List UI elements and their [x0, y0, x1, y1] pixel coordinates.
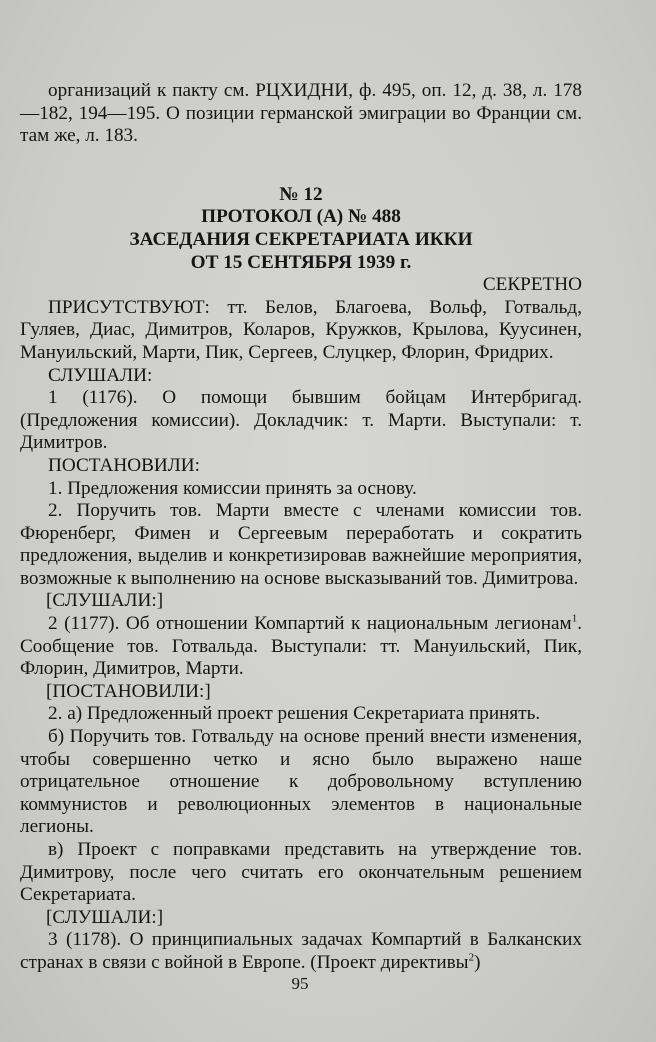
document-number: № 12	[279, 183, 323, 205]
heard-heading-2: [СЛУШАЛИ:]	[46, 590, 164, 612]
resolved-item-2-b: б) Поручить тов. Готвальду на основе прений внести изменения, чтобы совершенно четко и ясно было выражено наше отрицательное отношение к добровольному вступлению коммунистов и революционных элементов в национальные легионы.	[20, 726, 582, 838]
title-line-3: ОТ 15 СЕНТЯБРЯ 1939 г.	[190, 251, 412, 273]
heard-item-2-text-b: . Сообщение тов. Готвальда. Выступали: тт. Мануильский, Пик, Флорин, Димитров, Марти.	[20, 613, 582, 680]
heard-item-2	[20, 613, 582, 681]
resolved-heading-1: ПОСТАНОВИЛИ:	[48, 454, 200, 476]
resolved-item-2-c: в) Проект с поправками представить на утверждение тов. Димитрову, после чего считать его окончательным решением Секретариата.	[20, 839, 582, 906]
heard-item-3	[20, 929, 582, 974]
resolved-item-1-2: 2. Поручить тов. Марти вместе с членами комиссии тов. Фюренберг, Фимен и Сергеевым переработать и сократить предложения, выделив и конкретизировав важнейшие мероприятия, возможные к выполнению на основе высказываний тов. Димитрова.	[20, 500, 582, 589]
footnote-ref-1: 1	[571, 612, 578, 625]
heard-heading-1: СЛУШАЛИ:	[48, 364, 153, 386]
heard-item-3-text-b: )	[474, 951, 481, 973]
present-list: ПРИСУТСТВУЮТ: тт. Белов, Благоева, Вольф, Готвальд, Гуляев, Диас, Димитров, Коларов, Кружков, Крылова, Куусинен, Мануильский, Марти, Пик, Сергеев, Слуцкер, Флорин, Фридрих.	[20, 296, 582, 363]
resolved-heading-2: [ПОСТАНОВИЛИ:]	[46, 680, 211, 702]
page-number: 95	[291, 974, 309, 993]
continuation-paragraph: организаций к пакту см. РЦХИДНИ, ф. 495, оп. 12, д. 38, л. 178—182, 194—195. О позиции германской эмиграции во Франции см. там же, л. 183.	[20, 80, 582, 147]
title-line-1: ПРОТОКОЛ (А) № 488	[201, 206, 401, 228]
heard-item-2-text-a: 2 (1177). Об отношении Компартий к национальным легионам	[48, 613, 572, 635]
page-body	[20, 80, 582, 975]
heard-item-1: 1 (1176). О помощи бывшим бойцам Интербригад. (Предложения комиссии). Докладчик: т. Марти. Выступали: т. Димитров.	[20, 387, 582, 454]
footnote-ref-2: 2	[468, 951, 475, 964]
classification-stamp: СЕКРЕТНО	[482, 274, 582, 296]
resolved-item-1-1: 1. Предложения комиссии принять за основу.	[48, 477, 417, 499]
title-line-2: ЗАСЕДАНИЯ СЕКРЕТАРИАТА ИККИ	[129, 228, 473, 250]
heard-item-3-text-a: 3 (1178). О принципиальных задачах Компартий в Балканских странах в связи с войной в Европе. (Проект директивы	[20, 929, 582, 973]
resolved-item-2-a: 2. а) Предложенный проект решения Секретариата принять.	[48, 703, 541, 725]
heard-heading-3: [СЛУШАЛИ:]	[46, 906, 164, 928]
